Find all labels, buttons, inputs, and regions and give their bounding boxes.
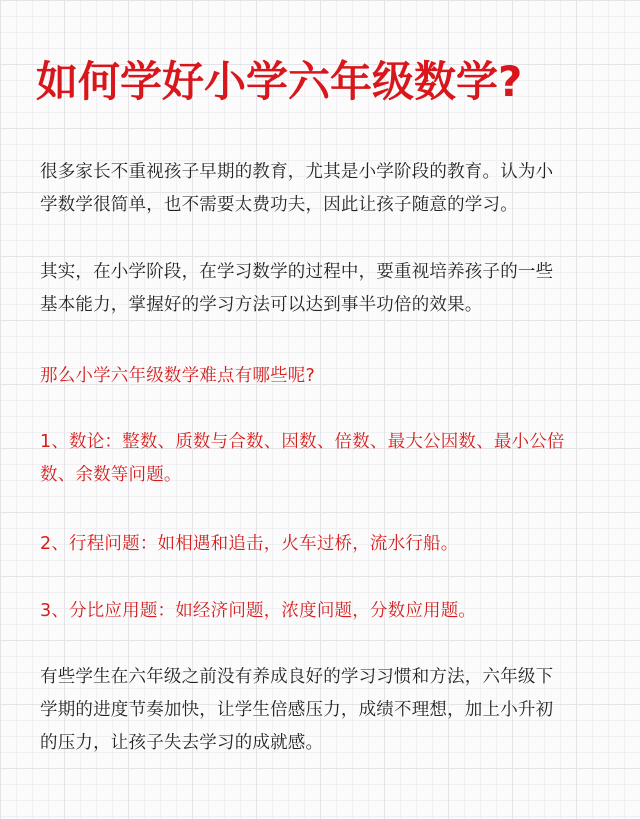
paragraph-line: 学期的进度节奏加快，让学生倍感压力，成绩不理想，加上小升初	[40, 700, 554, 720]
paragraph-line: 有些学生在六年级之前没有养成良好的学习习惯和方法，六年级下	[40, 667, 554, 687]
paragraph-line: 的压力，让孩子失去学习的成就感。	[40, 733, 324, 753]
paragraph-line: 学数学很简单，也不需要太费功夫，因此让孩子随意的学习。	[40, 195, 518, 215]
paragraph-line: 2、行程问题：如相遇和追击，火车过桥，流水行船。	[40, 534, 459, 554]
page-title: 如何学好小学六年级数学?	[36, 57, 523, 106]
difficulty-item-1	[40, 426, 610, 492]
paragraph-line: 很多家长不重视孩子早期的教育，尤其是小学阶段的教育。认为小	[40, 162, 554, 182]
difficulty-item-2	[40, 528, 610, 561]
paragraph-line: 其实，在小学阶段，在学习数学的过程中，要重视培养孩子的一些	[40, 262, 554, 282]
difficulty-question	[40, 360, 610, 393]
paragraph-line: 基本能力，掌握好的学习方法可以达到事半功倍的效果。	[40, 295, 483, 315]
paragraph-line: 那么小学六年级数学难点有哪些呢?	[40, 366, 315, 386]
paragraph-line: 3、分比应用题：如经济问题，浓度问题，分数应用题。	[40, 601, 477, 621]
paragraph-line: 数、余数等问题。	[40, 465, 182, 485]
intro-paragraph	[40, 156, 610, 222]
difficulty-item-3	[40, 595, 610, 628]
method-paragraph	[40, 256, 610, 322]
paragraph-line: 1、数论：整数、质数与合数、因数、倍数、最大公因数、最小公倍	[40, 432, 565, 452]
closing-paragraph	[40, 661, 610, 760]
